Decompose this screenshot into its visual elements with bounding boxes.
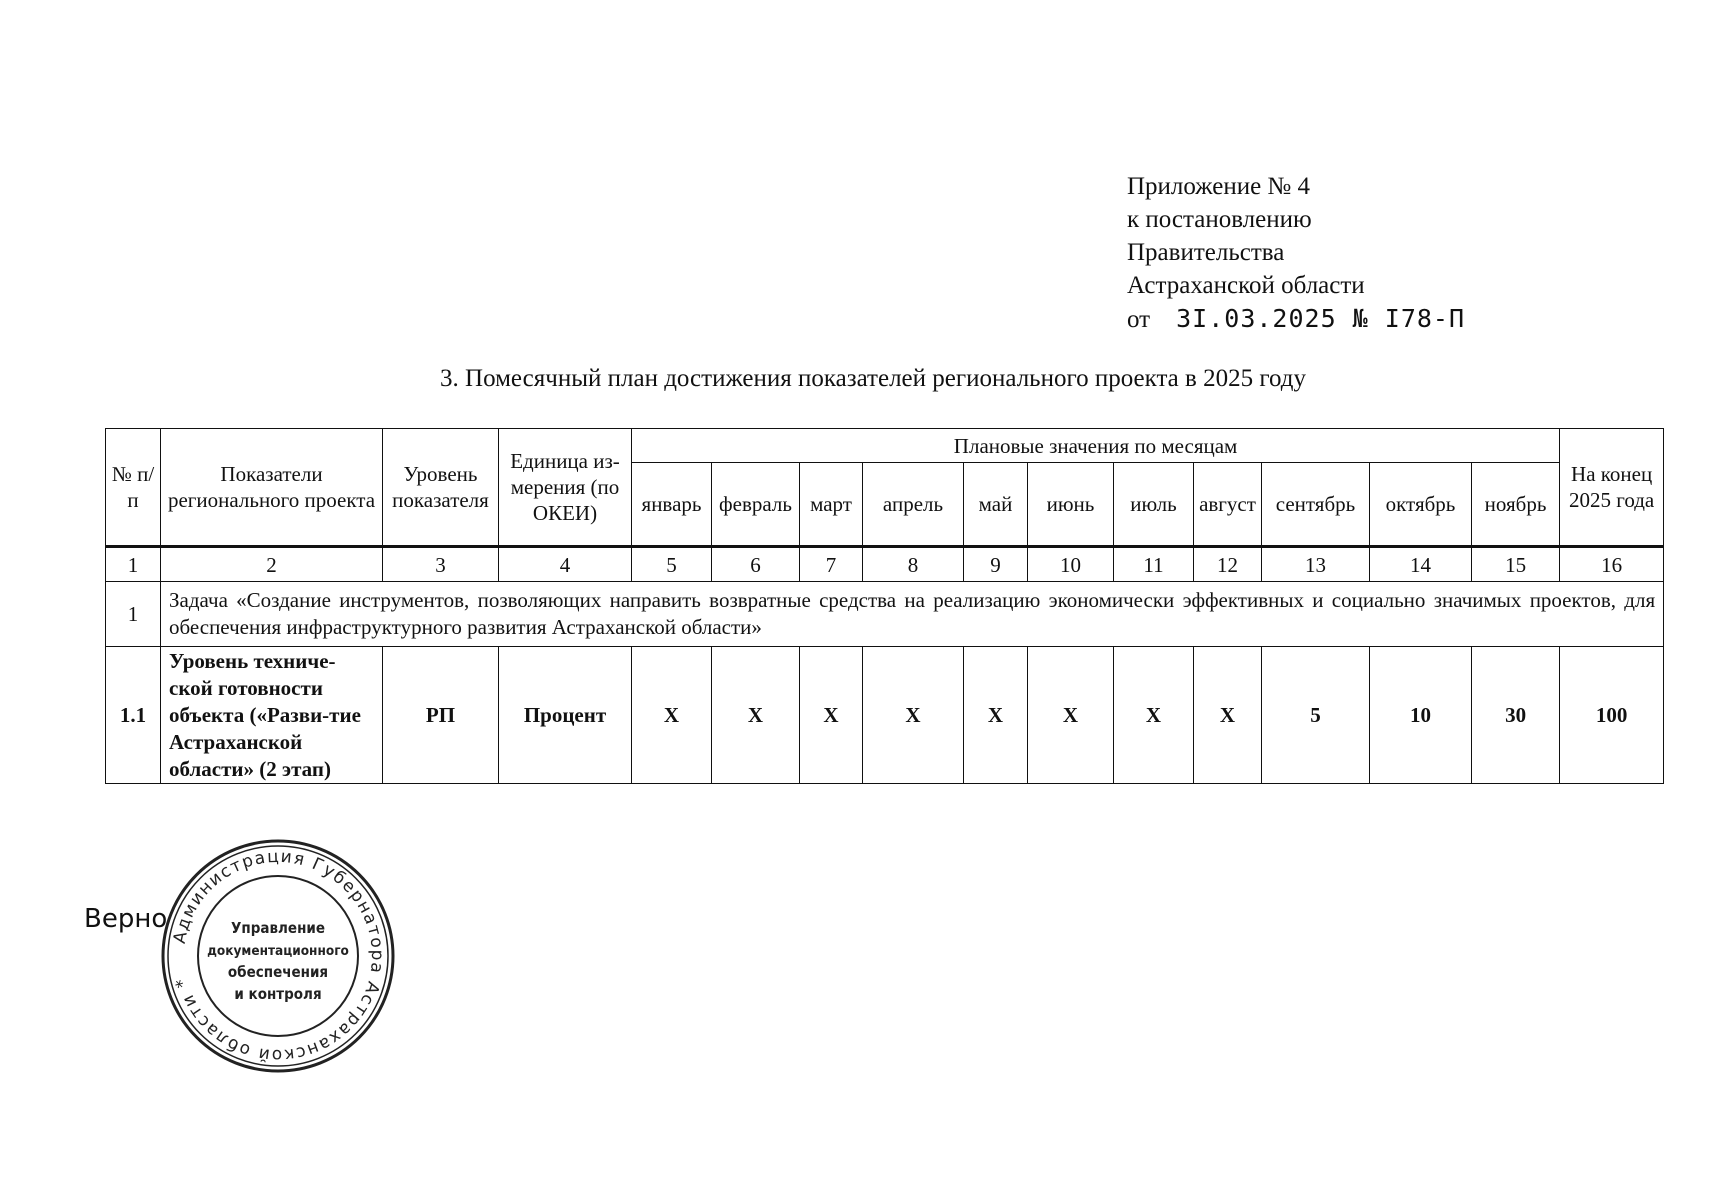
annex-line-3: Правительства	[1127, 239, 1285, 266]
header-month: октябрь	[1370, 463, 1472, 547]
header-indicators: Показатели регионального проекта	[161, 429, 383, 547]
annex-date-line	[1127, 302, 1465, 336]
annex-line-4: Астраханской области	[1127, 272, 1365, 299]
svg-text:и контроля: и контроля	[234, 985, 322, 1003]
header-month: январь	[632, 463, 712, 547]
indicator-month-value: 30	[1472, 647, 1560, 784]
annex-date-prefix: от	[1127, 306, 1151, 333]
column-number: 3	[383, 547, 499, 582]
indicator-month-value: X	[863, 647, 964, 784]
indicator-num: 1.1	[106, 647, 161, 784]
svg-text:документационного: документационного	[207, 943, 349, 959]
svg-text:обеспечения: обеспечения	[227, 963, 329, 981]
column-number: 12	[1194, 547, 1262, 582]
header-month: ноябрь	[1472, 463, 1560, 547]
header-month: июль	[1114, 463, 1194, 547]
header-month: апрель	[863, 463, 964, 547]
column-number: 6	[712, 547, 800, 582]
seal-center-text	[207, 919, 349, 1003]
indicator-level: РП	[383, 647, 499, 784]
task-row	[106, 582, 1664, 647]
column-number: 8	[863, 547, 964, 582]
column-number: 14	[1370, 547, 1472, 582]
task-num: 1	[106, 582, 161, 647]
column-number: 16	[1560, 547, 1664, 582]
indicator-unit: Процент	[499, 647, 632, 784]
header-month: май	[964, 463, 1028, 547]
header-month: февраль	[712, 463, 800, 547]
column-number: 4	[499, 547, 632, 582]
indicator-month-value: X	[632, 647, 712, 784]
indicator-month-value: X	[800, 647, 863, 784]
task-text: Задача «Создание инструментов, позволяющих направить возвратные средства на реализацию экономически эффективных и социально значимых проектов, для обеспечения инфраструктурного развития Астраханской области»	[161, 582, 1664, 647]
annex-line-2: к постановлению	[1127, 206, 1312, 233]
header-unit: Единица из-мерения (по ОКЕИ)	[499, 429, 632, 547]
document-title: 3. Помесячный план достижения показателей регионального проекта в 2025 году	[440, 365, 1306, 392]
column-number: 7	[800, 547, 863, 582]
official-seal	[158, 836, 398, 1076]
header-level: Уровень показателя	[383, 429, 499, 547]
header-month: август	[1194, 463, 1262, 547]
seal-ring-text: Администрация Губернатора Астраханской области *	[169, 846, 388, 1066]
plan-table	[105, 428, 1664, 784]
indicator-month-value: X	[712, 647, 800, 784]
indicator-end-value: 100	[1560, 647, 1664, 784]
indicator-name: Уровень техниче-ской готовности объекта («Разви-тие Астраханской области» (2 этап)	[161, 647, 383, 784]
svg-text:Управление: Управление	[230, 919, 326, 937]
annex-line-1: Приложение № 4	[1127, 173, 1311, 200]
header-num: № п/п	[106, 429, 161, 547]
indicator-month-value: X	[1114, 647, 1194, 784]
column-number: 15	[1472, 547, 1560, 582]
header-month: март	[800, 463, 863, 547]
annex-date-value: 3I.03.2025 № I78-П	[1176, 304, 1466, 333]
column-number: 9	[964, 547, 1028, 582]
indicator-month-value: 5	[1262, 647, 1370, 784]
header-month: сентябрь	[1262, 463, 1370, 547]
column-number-row	[106, 547, 1664, 582]
column-number: 11	[1114, 547, 1194, 582]
column-number: 10	[1028, 547, 1114, 582]
column-number: 1	[106, 547, 161, 582]
indicator-month-value: X	[964, 647, 1028, 784]
verno-label: Верно	[84, 904, 168, 934]
indicator-row	[106, 647, 1664, 784]
indicator-month-value: X	[1028, 647, 1114, 784]
header-end-of-year: На конец 2025 года	[1560, 429, 1664, 547]
header-row-1	[106, 429, 1664, 463]
annex-block	[1127, 170, 1465, 336]
column-number: 2	[161, 547, 383, 582]
column-number: 13	[1262, 547, 1370, 582]
indicator-month-value: 10	[1370, 647, 1472, 784]
header-month: июнь	[1028, 463, 1114, 547]
indicator-month-value: X	[1194, 647, 1262, 784]
column-number: 5	[632, 547, 712, 582]
header-planned-values: Плановые значения по месяцам	[632, 429, 1560, 463]
